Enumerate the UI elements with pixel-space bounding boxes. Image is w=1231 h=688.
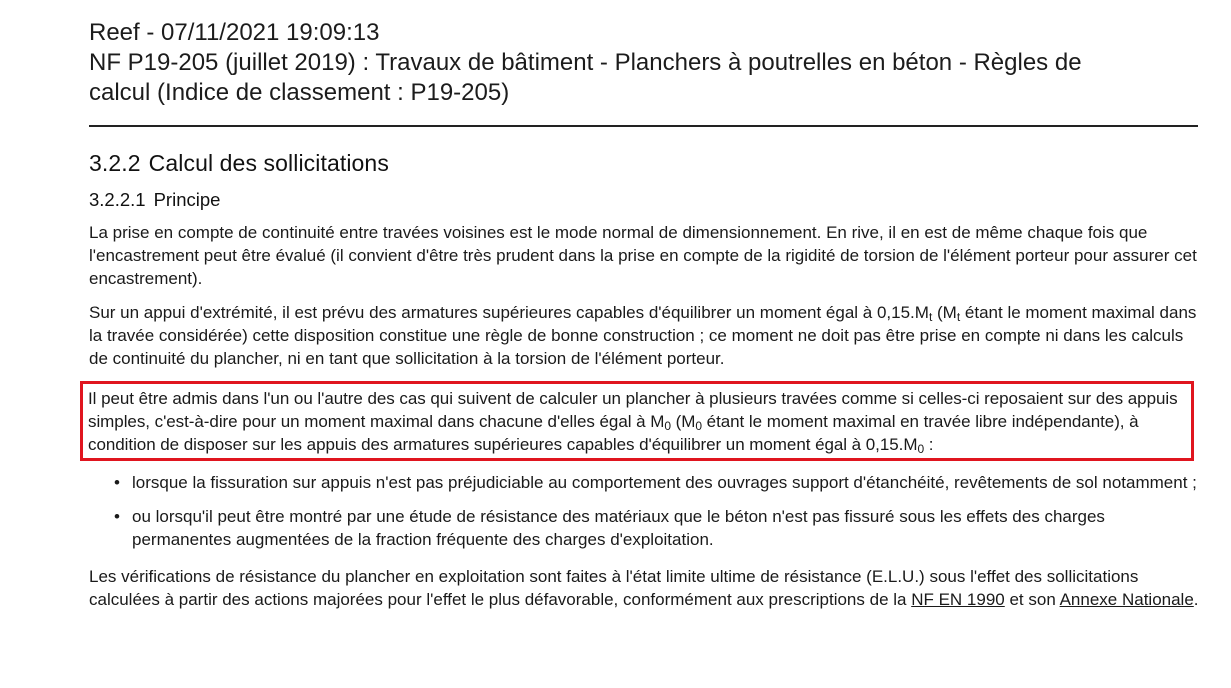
subscript: t <box>928 310 933 324</box>
section-number: 3.2.2 <box>89 150 141 176</box>
list-item-text: lorsque la fissuration sur appuis n'est pas préjudiciable au comportement des ouvrages support d'étanchéité, revêtements de sol notamment ; <box>132 473 1197 492</box>
header-timestamp: Reef - 07/11/2021 19:09:13 <box>89 19 380 46</box>
paragraph-end-support <box>89 301 1201 370</box>
paragraph-text: (M <box>932 303 957 322</box>
subscript: t <box>956 310 961 324</box>
header-divider <box>89 125 1198 127</box>
bullet-icon: • <box>114 473 120 492</box>
list-item-text: ou lorsqu'il peut être montré par une étude de résistance des matériaux que le béton n'est pas fissuré sous les effets des charges permanentes augmentées de la fraction fréquente des charges d'exploitation. <box>132 507 1105 549</box>
conditions-list <box>89 471 1201 551</box>
document-header <box>89 18 1201 108</box>
list-item <box>89 505 1201 551</box>
list-item <box>89 471 1201 494</box>
paragraph-text: : <box>924 435 934 454</box>
subscript: 0 <box>695 419 702 433</box>
section-title: Calcul des sollicitations <box>148 150 389 176</box>
document-page <box>89 18 1201 611</box>
subsection-heading <box>89 188 1201 212</box>
paragraph-continuity: La prise en compte de continuité entre travées voisines est le mode normal de dimensionnement. En rive, il en est de même chaque fois que l'encastrement peut être évalué (il convient d'être très prudent dans la prise en compte de la rigidité de torsion de l'élément porteur pour assurer cet encastrement). <box>89 223 1197 288</box>
paragraph-text: . <box>1193 590 1199 609</box>
header-standard-title-continued: calcul (Indice de classement : P19-205) <box>89 79 510 106</box>
link-annexe-nationale[interactable]: Annexe Nationale <box>1059 590 1194 609</box>
paragraph-text: étant le moment maximal en travée libre indépendante), à condition de disposer sur les appuis des armatures supérieures capables d'équilibrer un moment égal à 0,15.M <box>88 412 1139 454</box>
paragraph-text: et son <box>1004 590 1060 609</box>
paragraph-text: Les vérifications de résistance du plancher en exploitation sont faites à l'état limite ultime de résistance (E.L.U.) sous l'effet des sollicitations calculées à partir des actions majorées pour l'effet le plus défavorable, conformément aux prescriptions de la <box>89 567 1139 609</box>
paragraph-text: Il peut être admis dans l'un ou l'autre des cas qui suivent de calculer un plancher à plusieurs travées comme si celles-ci reposaient sur des appuis simples, c'est-à-dire pour un moment maximal dans chacune d'elles égal à M <box>88 389 1178 431</box>
subscript: 0 <box>917 442 925 456</box>
highlighted-paragraph-box <box>80 381 1194 461</box>
subsection-title: Principe <box>153 189 221 210</box>
bullet-icon: • <box>114 507 120 526</box>
paragraph-text: (M <box>670 412 696 431</box>
link-nf-en-1990[interactable]: NF EN 1990 <box>911 590 1005 609</box>
subscript: 0 <box>664 419 671 433</box>
header-standard-title: NF P19-205 (juillet 2019) : Travaux de bâtiment - Planchers à poutrelles en béton - Règles de <box>89 49 1082 76</box>
section-heading <box>89 149 1201 177</box>
paragraph-text: étant le moment maximal dans la travée considérée) cette disposition constitue une règle de bonne construction ; ce moment ne doit pas être prise en compte ni dans les calculs de continuité du plancher, ni en tant que sollicitation à la torsion de l'élément porteur. <box>89 303 1197 368</box>
subsection-number: 3.2.2.1 <box>89 189 146 210</box>
paragraph-text: Sur un appui d'extrémité, il est prévu des armatures supérieures capables d'équilibrer un moment égal à 0,15.M <box>89 303 929 322</box>
paragraph-simple-supports <box>88 387 1187 456</box>
paragraph-verifications <box>89 565 1201 611</box>
